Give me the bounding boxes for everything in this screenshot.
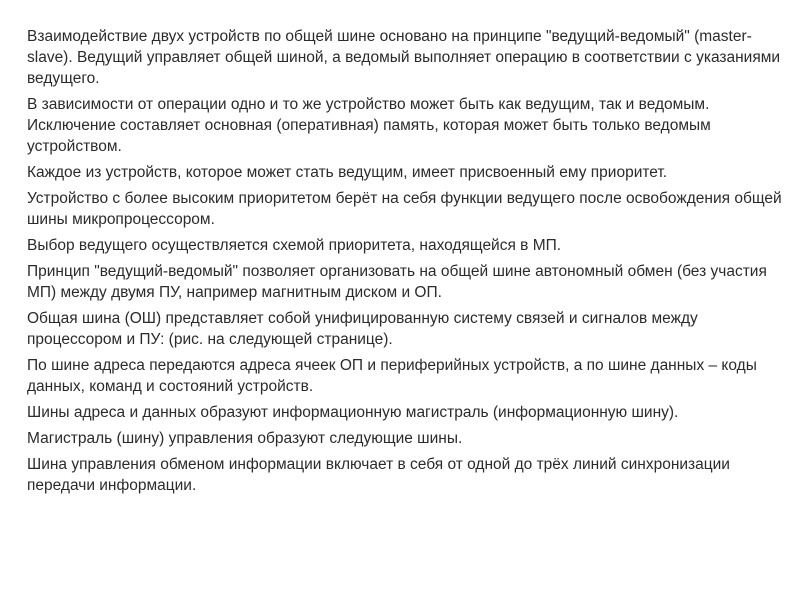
paragraph: По шине адреса передаются адреса ячеек ОП и периферийных устройств, а по шине данных – коды данных, команд и состояний устройств. [27,357,757,395]
paragraph: Выбор ведущего осуществляется схемой приоритета, находящейся в МП. [27,237,562,254]
paragraph: Устройство с более высоким приоритетом берёт на себя функции ведущего после освобождения общей шины микропроцессором. [27,190,782,228]
paragraph: Шины адреса и данных образуют информационную магистраль (информационную шину). [27,404,679,421]
paragraph: Общая шина (ОШ) представляет собой унифицированную систему связей и сигналов между процессором и ПУ: (рис. на следующей странице). [27,310,698,348]
paragraph: Магистраль (шину) управления образуют следующие шины. [27,430,463,447]
paragraph: Принцип "ведущий-ведомый" позволяет организовать на общей шине автономный обмен (без участия МП) между двумя ПУ, например магнитным диском и ОП. [27,263,767,301]
paragraph: В зависимости от операции одно и то же устройство может быть как ведущим, так и ведомым. Исключение составляет основная (оперативная) память, которая может быть только ведомым устройством. [27,96,711,155]
paragraph: Взаимодействие двух устройств по общей шине основано на принципе "ведущий-ведомый" (master-slave). Ведущий управляет общей шиной, а ведомый выполняет операцию в соответствии с указаниями ведущего. [27,28,781,87]
body-text [27,26,787,501]
paragraph: Шина управления обменом информации включает в себя от одной до трёх линий синхронизации передачи информации. [27,456,730,494]
paragraph: Каждое из устройств, которое может стать ведущим, имеет присвоенный ему приоритет. [27,164,668,181]
